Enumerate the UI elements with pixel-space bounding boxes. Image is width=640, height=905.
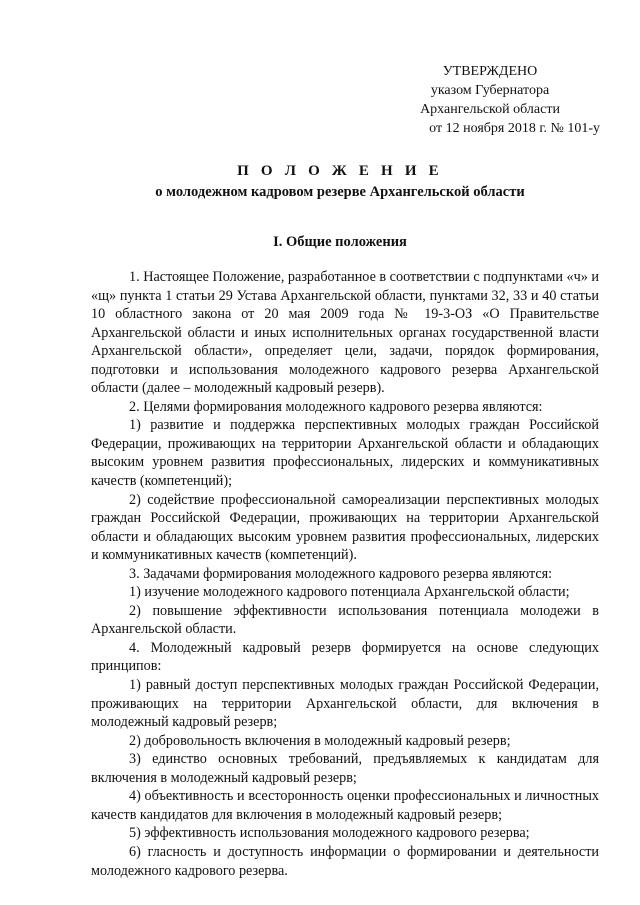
paragraph: 2) повышение эффективности использования потенциала молодежи в Архангельской области. [91, 602, 599, 638]
section-heading: I. Общие положения [273, 234, 407, 250]
paragraph: 3) единство основных требований, предъявляемых к кандидатам для включения в молодежный кадровый резерв; [91, 751, 599, 786]
paragraph: 1) изучение молодежного кадрового потенциала Архангельской области; [129, 584, 570, 601]
approval-line-decree: указом Губернатора [430, 83, 550, 98]
paragraph: 1) равный доступ перспективных молодых граждан Российской Федерации, проживающих на территории Архангельской области, для включения в молодежный кадровый резерв; [91, 677, 599, 731]
approval-line-date: от 12 ноября 2018 г. № 101-у [429, 121, 600, 136]
paragraph: 2. Целями формирования молодежного кадрового резерва являются: [129, 398, 543, 415]
paragraph: 5) эффективность использования молодежного кадрового резерва; [129, 825, 530, 842]
paragraph: 6) гласность и доступность информации о формировании и деятельности молодежного кадрового резерва. [91, 843, 599, 879]
paragraph: 3. Задачами формирования молодежного кадрового резерва являются: [129, 565, 553, 582]
approval-stamp [380, 62, 600, 138]
approval-line-region: Архангельской области [420, 102, 560, 117]
document-body [91, 268, 599, 880]
paragraph: 4) объективность и всесторонность оценки профессиональных и личностных качеств кандидатов для включения в молодежный кадровый резерв; [91, 788, 599, 823]
document-subtitle: о молодежном кадровом резерве Архангельской области [155, 184, 525, 200]
paragraph: 1. Настоящее Положение, разработанное в соответствии с подпунктами «ч» и «щ» пункта 1 статьи 29 Устава Архангельской области, пунктами 32, 33 и 40 статьи 10 областного закона от 20 мая 2009 года № 19-3-ОЗ «О Правительстве Архангельской области и иных исполнительных органах государственной власти Архангельской области», определяет цели, задачи, порядок формирования, подготовки и использования молодежного кадрового резерва Архангельской области (далее – молодежный кадровый резерв). [91, 269, 599, 397]
document-title: П О Л О Ж Е Н И Е [237, 163, 443, 179]
paragraph: 4. Молодежный кадровый резерв формируется на основе следующих принципов: [91, 639, 599, 675]
paragraph: 2) добровольность включения в молодежный кадровый резерв; [129, 732, 511, 749]
paragraph: 2) содействие профессиональной самореализации перспективных молодых граждан Российской Федерации, проживающих на территории Архангельской области и обладающих высоким уровнем развития профессиональных, лидерских и коммуникативных качеств (компетенций). [91, 491, 599, 564]
paragraph: 1) развитие и поддержка перспективных молодых граждан Российской Федерации, проживающих на территории Архангельской области и обладающих высоким уровнем развития профессиональных, лидерских и коммуникативных качеств (компетенций); [91, 417, 599, 490]
approval-line-approved: УТВЕРЖДЕНО [442, 64, 538, 79]
